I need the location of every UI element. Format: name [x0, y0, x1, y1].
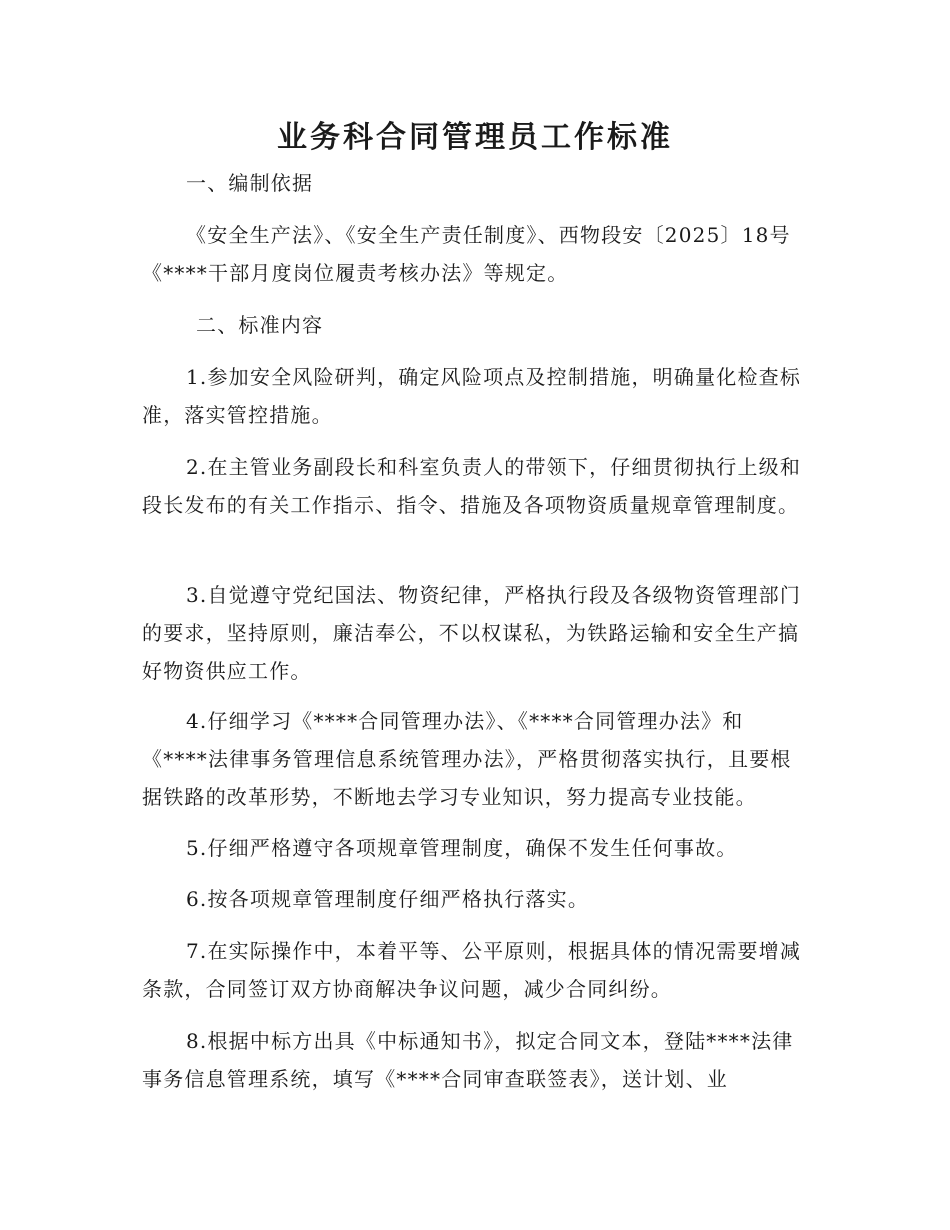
- basis-paragraph: 《安全生产法》、《安全生产责任制度》、西物段安〔2025〕18号《****干部月度岗位履责考核办法》等规定。: [142, 223, 791, 285]
- document-title: 业务科合同管理员工作标准: [277, 120, 673, 155]
- section-heading-basis: 一、编制依据: [186, 171, 314, 195]
- standard-item-1: 1.参加安全风险研判，确定风险项点及控制措施，明确量化检查标准，落实管控措施。: [142, 365, 802, 427]
- standard-item-7: 7.在实际操作中，本着平等、公平原则，根据具体的情况需要增减条款，合同签订双方协商解决争议问题，减少合同纠纷。: [142, 939, 802, 1001]
- standard-item-6: 6.按各项规章管理制度仔细严格执行落实。: [186, 887, 590, 911]
- standard-item-2: 2.在主管业务副段长和科室负责人的带领下，仔细贯彻执行上级和段长发布的有关工作指示、指令、措施及各项物资质量规章管理制度。: [142, 455, 802, 517]
- standard-item-5: 5.仔细严格遵守各项规章管理制度，确保不发生任何事故。: [186, 836, 738, 860]
- standard-item-3: 3.自觉遵守党纪国法、物资纪律，严格执行段及各级物资管理部门的要求，坚持原则，廉洁奉公，不以权谋私，为铁路运输和安全生产搞好物资供应工作。: [142, 583, 802, 683]
- standard-item-8: 8.根据中标方出具《中标通知书》，拟定合同文本，登陆****法律事务信息管理系统，填写《****合同审查联签表》，送计划、业: [142, 1029, 794, 1091]
- standard-item-4: 4.仔细学习《****合同管理办法》、《****合同管理办法》和《****法律事务管理信息系统管理办法》，严格贯彻落实执行，且要根据铁路的改革形势，不断地去学习专业知识，努力提高专业技能。: [142, 709, 792, 809]
- section-heading-content: 二、标准内容: [196, 313, 324, 337]
